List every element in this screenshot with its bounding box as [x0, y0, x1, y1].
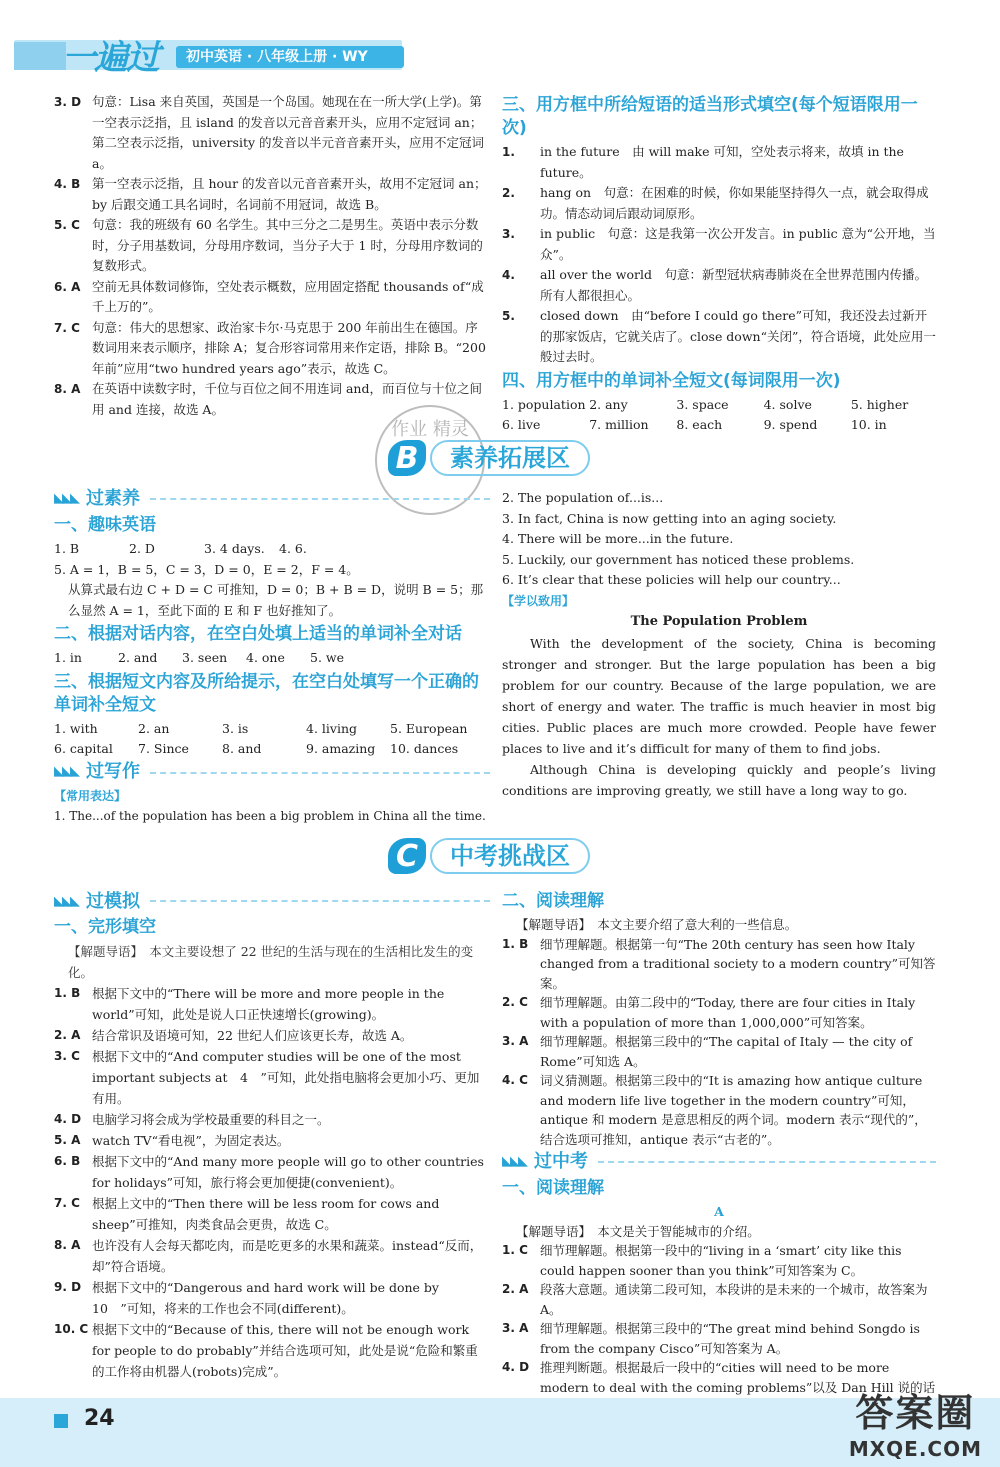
answer-number: 4. C [502, 1073, 528, 1087]
tag-label: 【学以致用】 [502, 593, 575, 608]
answer-cell: 3. 4 days. [204, 541, 265, 556]
answer-explanation: all over the world 句意：新型冠状病毒肺炎在全世界范围内传播。所有人都很担心。 [540, 267, 928, 303]
answer-explanation: watch TV“看电视”，为固定表达。 [92, 1133, 290, 1148]
answer-item [502, 306, 938, 368]
answer-explanation: 句意：Lisa 来自英国，英国是一个岛国。她现在在一所大学(上学)。第一空表示泛指，且 island 的发音以元音音素开头，应用不定冠词 an；第二空表示泛指，university 的发音以半元音音素开头，应用不定冠词 a。 [92, 94, 485, 171]
answer-explanation: 空前无具体数词修饰，空处表示概数，应用固定搭配 thousands of“成千上万的”。 [92, 278, 484, 314]
dashed-rule [150, 498, 490, 500]
answer-explanation: 细节理解题。由第二段中的“Today, there are four cities in Italy with a population of more than 1,000,000”可知答案。 [540, 995, 916, 1030]
answer-item [54, 1151, 490, 1193]
header-square [14, 42, 66, 70]
answer-cell: 3. is [222, 720, 249, 736]
essay-paragraph: Although China is developing quickly and people’s living conditions are improving greatly, we still have a long way to go. [502, 762, 936, 798]
answer-item [502, 1071, 936, 1149]
answer-number: 1. B [502, 936, 529, 951]
answer-cell: 5. European [390, 720, 468, 736]
answer-item [502, 993, 936, 1032]
expression-line: 4. There will be more...in the future. [502, 531, 734, 546]
banner-title: 中考挑战区 [430, 838, 590, 874]
expression-line: 6. It’s clear that these policies will help our country... [502, 572, 841, 587]
answer-cell: 4. 6. [279, 541, 307, 556]
answer-cell: 2. D [129, 541, 155, 556]
subheading-text: 过写作 [86, 761, 140, 783]
answer-explanation: 根据下文中的“Dangerous and hard work will be done by 10 ”可知，将来的工作也会不同(different)。 [92, 1280, 452, 1316]
answer-text: 从算式最右边 C + D = C 可推知，D = 0；B + B = D，说明 B = 5；那么显然 A = 1，至此下面的 E 和 F 也好推知了。 [68, 582, 484, 618]
watermark-url: MXQE.COM [848, 1437, 982, 1461]
guide-text: 【解题导语】 本文是关于智能城市的介绍。 [516, 1223, 760, 1239]
answer-explanation: 根据下文中的“Because of this, there will not be enough work for people to do probably”并结合选项可知，此处是说“危险和繁重的工作将由机器人(robots)完成”。 [92, 1322, 478, 1379]
answer-explanation: 段落大意题。通读第二段可知，本段讲的是未来的一个城市，故答案为 A。 [540, 1282, 928, 1317]
essay-paragraph: With the development of the society, China is becoming stronger and stronger. But the large population has been a big problem for our country. Because of the large population, we are short of energy and water. The traffic is much heavier in most big cities. Public places are much more crowded. People have fewer places to live and it’s difficult for many of them to find jobs. [502, 636, 936, 756]
answer-number: 2. C [502, 995, 528, 1009]
answer-explanation: 句意：伟大的思想家、政治家卡尔·马克思于 200 年前出生在德国。序数词用来表示顺序，排除 A；复合形容词常用来作定语，排除 B。“200 年前”应用“two hundred years ago”表示，故选 C。 [92, 319, 486, 376]
answer-cell: 9. amazing [306, 741, 376, 756]
answer-number: 2. A [54, 1028, 81, 1042]
answer-item [54, 983, 490, 1025]
answer-item [54, 1193, 490, 1235]
answer-item [502, 1032, 936, 1071]
guide-text: 【解题导语】 本文主要设想了 22 世纪的生活与现在的生活相比发生的变化。 [68, 944, 474, 980]
answer-cell: 8. and [222, 741, 262, 756]
answer-cell: 6. capital [54, 741, 113, 756]
answer-row [54, 719, 474, 740]
answer-item [502, 183, 938, 224]
wave-icon: ◣◣◣ [54, 893, 78, 909]
answer-item [54, 277, 490, 318]
answer-cell: 4. one [246, 650, 285, 665]
answer-row [502, 395, 938, 416]
answer-cell: 2. and [118, 650, 158, 665]
answer-cell: 9. spend [763, 417, 818, 432]
answer-cell: 10. dances [390, 741, 459, 756]
answer-cell: 10. in [850, 417, 887, 432]
bottom-left-answers [54, 888, 490, 1382]
answer-explanation: closed down 由“before I could go there”可知，我还没去过新开的那家饭店，它就关店了。close down“关闭”，符合语境，此处应用一般过去时。 [540, 308, 936, 364]
answer-item [54, 215, 490, 277]
answer-item [54, 1277, 490, 1319]
dashed-rule [150, 772, 490, 774]
section-heading-3: 三、用方框中所给短语的适当形式填空(每个短语限用一次) [502, 95, 918, 138]
answer-row [502, 415, 938, 436]
answer-item [54, 1319, 490, 1382]
expression-line: 5. Luckily, our government has noticed these problems. [502, 551, 855, 567]
answer-item [54, 1109, 490, 1130]
answer-cell: 1. with [54, 720, 98, 736]
answer-explanation: 词义猜测题。根据第三段中的“It is amazing how antique culture and modern life live together in the modern country”可知，antique 和 modern 是意思相反的两个词。modern 表示“现代的”，结合选项可推知，antique 表示“古老的”。 [540, 1073, 927, 1147]
subheading-xiezuo [54, 760, 490, 786]
answer-explanation: 细节理解题。根据第一段中的“living in a ‘smart’ city like this could happen sooner than you think”可知答案为 C。 [540, 1243, 902, 1278]
answer-number: 3. C [54, 1049, 80, 1063]
banner-letter: B [388, 440, 426, 476]
answer-cell: 5. higher [850, 396, 909, 412]
answer-cell: 1. in [54, 650, 82, 665]
answer-cell: 7. million [589, 417, 649, 432]
answer-item [54, 1235, 490, 1277]
answer-number: 7. C [54, 1196, 80, 1210]
section-heading: 一、阅读理解 [502, 1178, 604, 1198]
subheading-moni [54, 888, 490, 914]
section-heading: 二、阅读理解 [502, 891, 604, 911]
answer-cell: 5. we [310, 650, 344, 665]
expression-line: 3. In fact, China is now getting into an aging society. [502, 510, 837, 526]
page-marker [54, 1414, 68, 1428]
answer-explanation: in the future 由 will make 可知，空处表示将来，故填 in the future。 [540, 144, 904, 180]
tag-label: 【常用表达】 [54, 788, 127, 803]
answer-number: 4. [502, 268, 515, 282]
essay-title: The Population Problem [630, 614, 808, 629]
answer-number: 10. C [54, 1322, 89, 1336]
answer-number: 5. A [54, 1133, 81, 1147]
answer-cell: 4. solve [763, 396, 812, 412]
expression-line: 2. The population of...is... [502, 490, 664, 505]
answer-item [54, 174, 490, 215]
page-number: 24 [84, 1406, 115, 1431]
answer-cell: 3. space [676, 396, 729, 412]
mid-left-answers [54, 486, 490, 827]
answer-explanation: 也许没有人会每天都吃肉，而是吃更多的水果和蔬菜。instead“反而，却”符合语境。 [92, 1238, 483, 1274]
answer-number: 9. D [54, 1280, 82, 1294]
homework-stamp: 作业 精灵 [375, 405, 485, 515]
dashed-rule [598, 1161, 936, 1163]
answer-text: 5. A = 1，B = 5，C = 3，D = 0，E = 2，F = 4。 [54, 561, 359, 577]
section-heading-4: 四、用方框中的单词补全短文(每词限用一次) [502, 370, 841, 391]
subheading-text: 过中考 [534, 1151, 588, 1173]
answer-number: 8. A [54, 1238, 81, 1252]
wave-icon: ◣◣◣ [54, 764, 78, 780]
wave-icon: ◣◣◣ [502, 1154, 526, 1170]
subheading-text: 过模拟 [86, 890, 140, 912]
answer-number: 3. D [54, 95, 82, 109]
answer-number: 4. D [54, 1112, 82, 1126]
answer-item [502, 265, 938, 306]
answer-cell: 2. an [138, 720, 170, 736]
answer-item [502, 142, 938, 183]
wave-icon: ◣◣◣ [54, 490, 78, 506]
answer-explanation: 在英语中读数字时，千位与百位之间不用连词 and，而百位与十位之间用 and 连接，故选 A。 [92, 381, 482, 417]
answer-explanation: 第一空表示泛指，且 hour 的发音以元音音素开头，故用不定冠词 an；by 后跟交通工具名词时，名词前不用冠词，故选 B。 [92, 176, 487, 212]
subheading-text: 过素养 [86, 487, 140, 509]
answer-explanation: 结合常识及语境可知，22 世纪人们应该更长寿，故选 A。 [92, 1028, 413, 1043]
answer-row [54, 648, 374, 669]
brand-logo: 一遍过 [62, 38, 158, 78]
answer-cell: 3. seen [182, 650, 228, 665]
answer-explanation: 推理判断题。根据最后一段中的“cities will need to be more modern to deal with the coming problems”以及 Dan Hill 说的话 [540, 1360, 936, 1395]
section-banner-c [388, 838, 590, 874]
watermark [849, 1382, 982, 1461]
answer-number: 6. A [54, 279, 81, 294]
answer-explanation: 根据下文中的“And computer studies will be one of the most important subjects at 4 ”可知，此处指电脑将会更加小巧、更加有用。 [92, 1049, 480, 1106]
answer-number: 4. B [54, 177, 81, 191]
answer-number: 2. A [502, 1282, 529, 1296]
answer-item [502, 224, 938, 265]
answer-explanation: hang on 句意：在困难的时候，你如果能坚持得久一点，就会取得成功。情态动词后跟动词原形。 [540, 185, 929, 221]
page-header [0, 0, 1000, 80]
section-heading: 一、趣味英语 [54, 515, 156, 535]
answer-explanation: 电脑学习将会成为学校最重要的科目之一。 [92, 1112, 330, 1127]
answer-explanation: 细节理解题。根据第三段中的“The capital of Italy — the city of Rome”可知选 A。 [540, 1034, 913, 1069]
subheading-zhongkao [502, 1149, 936, 1175]
section-heading: 一、完形填空 [54, 917, 156, 937]
answer-number: 7. C [54, 320, 80, 335]
answer-cell: 4. living [306, 720, 358, 736]
watermark-logo: 答案圈 [855, 1391, 976, 1435]
banner-letter: C [388, 838, 426, 874]
top-left-answers [54, 92, 490, 420]
answer-item [54, 92, 490, 174]
answer-item [502, 1319, 936, 1358]
answer-number: 1. B [54, 986, 81, 1000]
answer-cell: 8. each [676, 417, 723, 432]
answer-number: 6. B [54, 1154, 81, 1168]
dashed-rule [150, 900, 490, 902]
answer-cell: 1. B [54, 541, 80, 556]
answer-number: 3. A [502, 1321, 529, 1335]
banner-title: 素养拓展区 [430, 440, 590, 476]
answer-number: 2. [502, 186, 515, 200]
answer-number: 8. A [54, 382, 81, 396]
answer-explanation: 根据下文中的“And many more people will go to other countries for holidays”可知，旅行将会更加便捷(convenient)。 [92, 1154, 484, 1190]
section-heading: 二、根据对话内容，在空白处填上适当的单词补全对话 [54, 624, 462, 644]
answer-cell: 6. live [502, 417, 541, 432]
answer-number: 3. A [502, 1034, 529, 1048]
mid-right-answers [502, 488, 936, 801]
answer-item [502, 935, 936, 994]
answer-number: 3. [502, 227, 515, 241]
answer-explanation: 根据上文中的“Then there will be less room for cows and sheep”可推知，肉类食品会更贵，故选 C。 [92, 1196, 440, 1232]
answer-explanation: in public 句意：这是我第一次公开发言。in public 意为“公开地，当众”。 [540, 226, 936, 262]
answer-number: 1. [502, 145, 515, 159]
answer-number: 1. C [502, 1243, 528, 1257]
section-banner-b [388, 440, 590, 476]
answer-item [54, 1046, 490, 1109]
bottom-right-answers [502, 888, 936, 1417]
section-heading: 三、根据短文内容及所给提示，在空白处填写一个正确的单词补全短文 [54, 671, 479, 715]
answer-explanation: 细节理解题。根据第一句“The 20th century has seen how Italy changed from a traditional society to a modern country”可知答案。 [540, 936, 936, 991]
answer-number: 5. [502, 309, 515, 323]
answer-item [502, 1280, 936, 1319]
answer-item [54, 1025, 490, 1046]
answer-cell: 7. Since [138, 741, 189, 756]
answer-cell: 2. any [589, 396, 628, 412]
answer-row [54, 739, 474, 760]
guide-text: 【解题导语】 本文主要介绍了意大利的一些信息。 [516, 917, 798, 932]
part-label: A [714, 1204, 724, 1219]
answer-explanation: 句意：我的班级有 60 名学生。其中三分之二是男生。英语中表示分数时，分子用基数词，分母用序数词，当分子大于 1 时，分母用序数词的复数形式。 [92, 217, 483, 273]
answer-item [502, 1241, 936, 1280]
answer-explanation: 细节理解题。根据第三段中的“The great mind behind Songdo is from the company Cisco”可知答案为 A。 [540, 1321, 920, 1356]
answer-item [54, 318, 490, 380]
answer-explanation: 根据下文中的“There will be more and more people in the world”可知，此处是说人口正快速增长(growing)。 [92, 986, 445, 1022]
top-right-answers [502, 92, 938, 436]
answer-row [54, 539, 354, 560]
subheading-suyang [54, 486, 490, 512]
answer-item [54, 1130, 490, 1151]
answer-number: 5. C [54, 218, 80, 232]
expression-line: 1. The...of the population has been a big problem in China all the time. [54, 809, 486, 823]
book-subtitle: 初中英语 · 八年级上册 · WY [176, 46, 404, 68]
answer-cell: 1. population [502, 396, 586, 412]
answer-number: 4. D [502, 1360, 530, 1374]
